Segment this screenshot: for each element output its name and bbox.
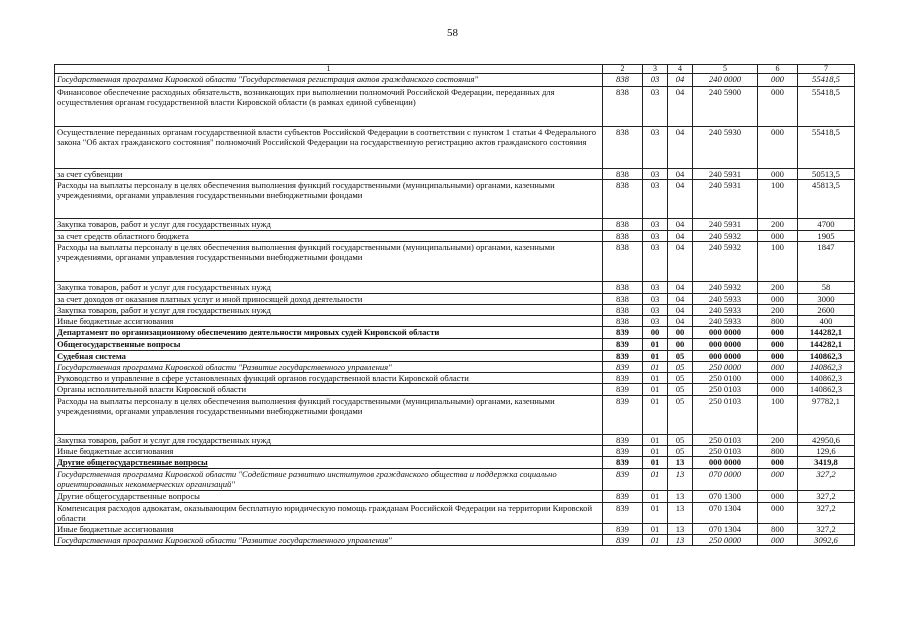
cell-name: Закупка товаров, работ и услуг для государственных нужд [55, 282, 603, 294]
table-row [55, 362, 855, 373]
cell-rz: 03 [643, 127, 668, 169]
cell-name: Иные бюджетные ассигнования [55, 316, 603, 327]
cell-pr: 00 [668, 327, 693, 339]
cell-name: Государственная программа Кировской области "Развитие государственного управления" [55, 535, 603, 546]
cell-sum: 3000 [798, 294, 855, 305]
cell-vr: 800 [758, 316, 798, 327]
cell-sum: 140862,3 [798, 351, 855, 362]
cell-vr: 000 [758, 169, 798, 180]
cell-pr: 05 [668, 384, 693, 396]
cell-csr: 240 5933 [693, 294, 758, 305]
table-row [55, 169, 855, 180]
cell-rz: 01 [643, 524, 668, 535]
cell-name: Иные бюджетные ассигнования [55, 446, 603, 457]
cell-grbs: 839 [603, 446, 643, 457]
cell-pr: 05 [668, 396, 693, 435]
cell-grbs: 839 [603, 457, 643, 469]
cell-sum: 327,2 [798, 491, 855, 503]
cell-csr: 250 0100 [693, 373, 758, 384]
cell-grbs: 839 [603, 524, 643, 535]
page-number: 58 [447, 27, 458, 39]
cell-pr: 13 [668, 491, 693, 503]
cell-vr: 000 [758, 74, 798, 87]
cell-grbs: 838 [603, 127, 643, 169]
cell-pr: 04 [668, 219, 693, 231]
cell-name: за счет субвенции [55, 169, 603, 180]
cell-csr: 240 5930 [693, 127, 758, 169]
cell-name: Судебная система [55, 351, 603, 362]
cell-pr: 13 [668, 469, 693, 491]
table-row [55, 524, 855, 535]
cell-csr: 070 1304 [693, 524, 758, 535]
table-row [55, 294, 855, 305]
cell-sum: 140862,3 [798, 373, 855, 384]
table-row [55, 503, 855, 524]
cell-vr: 100 [758, 180, 798, 219]
cell-grbs: 839 [603, 503, 643, 524]
cell-csr: 250 0000 [693, 535, 758, 546]
table-row [55, 435, 855, 446]
cell-vr: 200 [758, 435, 798, 446]
cell-pr: 13 [668, 457, 693, 469]
cell-sum: 55418,5 [798, 74, 855, 87]
cell-name: Другие общегосударственные вопросы [55, 457, 603, 469]
cell-pr: 04 [668, 74, 693, 87]
cell-rz: 01 [643, 457, 668, 469]
cell-csr: 240 5933 [693, 305, 758, 316]
cell-rz: 01 [643, 469, 668, 491]
cell-name: Расходы на выплаты персоналу в целях обеспечения выполнения функций государственными (муниципальными) органами, казенными учреждениями, органами управления государственными внебюджетными фондами [55, 396, 603, 435]
table-row [55, 305, 855, 316]
cell-vr: 000 [758, 127, 798, 169]
cell-sum: 97782,1 [798, 396, 855, 435]
table-row [55, 491, 855, 503]
table-row [55, 316, 855, 327]
cell-name: Другие общегосударственные вопросы [55, 491, 603, 503]
cell-csr: 240 5933 [693, 316, 758, 327]
cell-name: Закупка товаров, работ и услуг для государственных нужд [55, 435, 603, 446]
cell-sum: 2600 [798, 305, 855, 316]
cell-grbs: 838 [603, 242, 643, 282]
cell-rz: 03 [643, 282, 668, 294]
cell-name: за счет средств областного бюджета [55, 231, 603, 242]
cell-grbs: 838 [603, 231, 643, 242]
table-row [55, 457, 855, 469]
cell-csr: 070 1300 [693, 491, 758, 503]
cell-grbs: 839 [603, 535, 643, 546]
cell-grbs: 838 [603, 316, 643, 327]
cell-pr: 05 [668, 435, 693, 446]
cell-sum: 3092,6 [798, 535, 855, 546]
cell-csr: 240 5900 [693, 87, 758, 127]
cell-pr: 04 [668, 231, 693, 242]
cell-csr: 250 0000 [693, 362, 758, 373]
table-row [55, 327, 855, 339]
cell-pr: 04 [668, 87, 693, 127]
cell-name: Закупка товаров, работ и услуг для государственных нужд [55, 305, 603, 316]
cell-sum: 55418,5 [798, 127, 855, 169]
cell-vr: 200 [758, 305, 798, 316]
cell-vr: 000 [758, 469, 798, 491]
cell-csr: 240 5932 [693, 231, 758, 242]
cell-grbs: 839 [603, 351, 643, 362]
cell-grbs: 838 [603, 180, 643, 219]
header-cell: 1 [55, 65, 603, 74]
cell-vr: 200 [758, 282, 798, 294]
table-row [55, 74, 855, 87]
cell-vr: 800 [758, 446, 798, 457]
cell-name: Органы исполнительной власти Кировской области [55, 384, 603, 396]
cell-grbs: 839 [603, 435, 643, 446]
cell-pr: 13 [668, 535, 693, 546]
cell-name: Финансовое обеспечение расходных обязательств, возникающих при выполнении полномочий Российской Федерации, переданных для осуществления органам государственной власти Кировской области (в рамках единой субвенции) [55, 87, 603, 127]
cell-vr: 000 [758, 87, 798, 127]
table-row [55, 231, 855, 242]
cell-sum: 327,2 [798, 503, 855, 524]
cell-name: Общегосударственные вопросы [55, 339, 603, 351]
cell-csr: 250 0103 [693, 435, 758, 446]
cell-grbs: 839 [603, 327, 643, 339]
cell-vr: 100 [758, 242, 798, 282]
cell-name: Государственная программа Кировской области "Содействие развитию институтов гражданского общества и поддержка социально ориентированных некоммерческих организаций" [55, 469, 603, 491]
cell-sum: 4700 [798, 219, 855, 231]
table-row [55, 180, 855, 219]
cell-vr: 800 [758, 524, 798, 535]
cell-grbs: 839 [603, 384, 643, 396]
cell-sum: 42950,6 [798, 435, 855, 446]
cell-rz: 03 [643, 294, 668, 305]
cell-sum: 1847 [798, 242, 855, 282]
table-row [55, 242, 855, 282]
cell-grbs: 838 [603, 74, 643, 87]
cell-vr: 000 [758, 327, 798, 339]
cell-grbs: 839 [603, 491, 643, 503]
table-row [55, 351, 855, 362]
cell-rz: 01 [643, 435, 668, 446]
table-row [55, 87, 855, 127]
cell-grbs: 839 [603, 396, 643, 435]
cell-name: Осуществление переданных органам государственной власти субъектов Российской Федерации в соответствии с пунктом 1 статьи 4 Федерального закона "Об актах гражданского состояния" полномочий Российской Федерации на государственную регистрацию актов гражданского состояния [55, 127, 603, 169]
cell-pr: 04 [668, 169, 693, 180]
cell-name: Департамент по организационному обеспечению деятельности мировых судей Кировской области [55, 327, 603, 339]
cell-csr: 240 5932 [693, 242, 758, 282]
header-cell: 3 [643, 65, 668, 74]
cell-vr: 000 [758, 294, 798, 305]
cell-csr: 240 5931 [693, 180, 758, 219]
cell-rz: 03 [643, 242, 668, 282]
cell-csr: 250 0103 [693, 384, 758, 396]
header-cell: 7 [798, 65, 855, 74]
table-row [55, 384, 855, 396]
budget-table [54, 64, 855, 546]
cell-csr: 070 0000 [693, 469, 758, 491]
header-cell: 4 [668, 65, 693, 74]
cell-grbs: 838 [603, 282, 643, 294]
table-row [55, 127, 855, 169]
cell-vr: 000 [758, 491, 798, 503]
cell-pr: 04 [668, 127, 693, 169]
cell-sum: 327,2 [798, 524, 855, 535]
cell-pr: 04 [668, 180, 693, 219]
cell-csr: 240 5931 [693, 169, 758, 180]
cell-csr: 250 0103 [693, 446, 758, 457]
cell-rz: 03 [643, 180, 668, 219]
cell-pr: 00 [668, 339, 693, 351]
header-cell: 6 [758, 65, 798, 74]
cell-vr: 000 [758, 351, 798, 362]
cell-pr: 04 [668, 294, 693, 305]
cell-name: за счет доходов от оказания платных услуг и иной приносящей доход деятельности [55, 294, 603, 305]
cell-rz: 01 [643, 339, 668, 351]
table-row [55, 446, 855, 457]
cell-sum: 45813,5 [798, 180, 855, 219]
table-row [55, 469, 855, 491]
cell-grbs: 838 [603, 305, 643, 316]
cell-vr: 000 [758, 339, 798, 351]
cell-vr: 000 [758, 231, 798, 242]
cell-grbs: 838 [603, 219, 643, 231]
cell-sum: 50513,5 [798, 169, 855, 180]
cell-csr: 000 0000 [693, 351, 758, 362]
cell-grbs: 838 [603, 294, 643, 305]
table-row [55, 282, 855, 294]
table-row [55, 396, 855, 435]
cell-pr: 13 [668, 524, 693, 535]
cell-rz: 03 [643, 219, 668, 231]
cell-rz: 01 [643, 503, 668, 524]
cell-sum: 58 [798, 282, 855, 294]
cell-csr: 000 0000 [693, 327, 758, 339]
cell-csr: 000 0000 [693, 457, 758, 469]
cell-name: Иные бюджетные ассигнования [55, 524, 603, 535]
cell-name: Расходы на выплаты персоналу в целях обеспечения выполнения функций государственными (муниципальными) органами, казенными учреждениями, органами управления государственными внебюджетными фондами [55, 242, 603, 282]
cell-pr: 05 [668, 446, 693, 457]
cell-vr: 000 [758, 384, 798, 396]
cell-pr: 05 [668, 362, 693, 373]
header-cell: 2 [603, 65, 643, 74]
cell-grbs: 838 [603, 87, 643, 127]
cell-csr: 240 0000 [693, 74, 758, 87]
cell-csr: 250 0103 [693, 396, 758, 435]
cell-sum: 140862,3 [798, 362, 855, 373]
cell-sum: 144282,1 [798, 339, 855, 351]
cell-rz: 01 [643, 384, 668, 396]
cell-rz: 00 [643, 327, 668, 339]
cell-pr: 13 [668, 503, 693, 524]
cell-rz: 01 [643, 351, 668, 362]
cell-name: Руководство и управление в сфере установленных функций органов государственной власти Кировской области [55, 373, 603, 384]
cell-grbs: 838 [603, 169, 643, 180]
cell-sum: 144282,1 [798, 327, 855, 339]
cell-grbs: 839 [603, 469, 643, 491]
cell-pr: 04 [668, 305, 693, 316]
cell-rz: 01 [643, 362, 668, 373]
cell-vr: 000 [758, 373, 798, 384]
table-row [55, 373, 855, 384]
cell-rz: 03 [643, 305, 668, 316]
cell-vr: 000 [758, 503, 798, 524]
cell-name: Закупка товаров, работ и услуг для государственных нужд [55, 219, 603, 231]
header-cell: 5 [693, 65, 758, 74]
cell-rz: 01 [643, 373, 668, 384]
cell-rz: 03 [643, 316, 668, 327]
cell-sum: 140862,3 [798, 384, 855, 396]
table-row [55, 219, 855, 231]
cell-rz: 01 [643, 396, 668, 435]
cell-grbs: 839 [603, 373, 643, 384]
cell-sum: 3419,8 [798, 457, 855, 469]
table-row [55, 339, 855, 351]
cell-rz: 01 [643, 491, 668, 503]
cell-csr: 240 5932 [693, 282, 758, 294]
cell-grbs: 839 [603, 362, 643, 373]
cell-rz: 01 [643, 446, 668, 457]
cell-vr: 100 [758, 396, 798, 435]
cell-csr: 240 5931 [693, 219, 758, 231]
cell-rz: 03 [643, 169, 668, 180]
cell-rz: 03 [643, 87, 668, 127]
cell-name: Государственная программа Кировской области "Развитие государственного управления" [55, 362, 603, 373]
cell-pr: 04 [668, 282, 693, 294]
table-row [55, 535, 855, 546]
cell-rz: 03 [643, 231, 668, 242]
cell-name: Компенсация расходов адвокатам, оказывающим бесплатную юридическую помощь гражданам Российской Федерации на территории Кировской области [55, 503, 603, 524]
cell-sum: 327,2 [798, 469, 855, 491]
cell-pr: 05 [668, 373, 693, 384]
cell-grbs: 839 [603, 339, 643, 351]
cell-vr: 000 [758, 535, 798, 546]
cell-csr: 070 1304 [693, 503, 758, 524]
table-body [55, 65, 855, 546]
cell-sum: 129,6 [798, 446, 855, 457]
cell-csr: 000 0000 [693, 339, 758, 351]
cell-sum: 400 [798, 316, 855, 327]
cell-pr: 04 [668, 242, 693, 282]
cell-vr: 200 [758, 219, 798, 231]
cell-sum: 55418,5 [798, 87, 855, 127]
cell-name: Расходы на выплаты персоналу в целях обеспечения выполнения функций государственными (муниципальными) органами, казенными учреждениями, органами управления государственными внебюджетными фондами [55, 180, 603, 219]
cell-pr: 04 [668, 316, 693, 327]
cell-rz: 03 [643, 74, 668, 87]
cell-sum: 1905 [798, 231, 855, 242]
cell-rz: 01 [643, 535, 668, 546]
cell-vr: 000 [758, 362, 798, 373]
cell-pr: 05 [668, 351, 693, 362]
cell-vr: 000 [758, 457, 798, 469]
cell-name: Государственная программа Кировской области "Государственная регистрация актов гражданского состояния" [55, 74, 603, 87]
table-header-row [55, 65, 855, 74]
